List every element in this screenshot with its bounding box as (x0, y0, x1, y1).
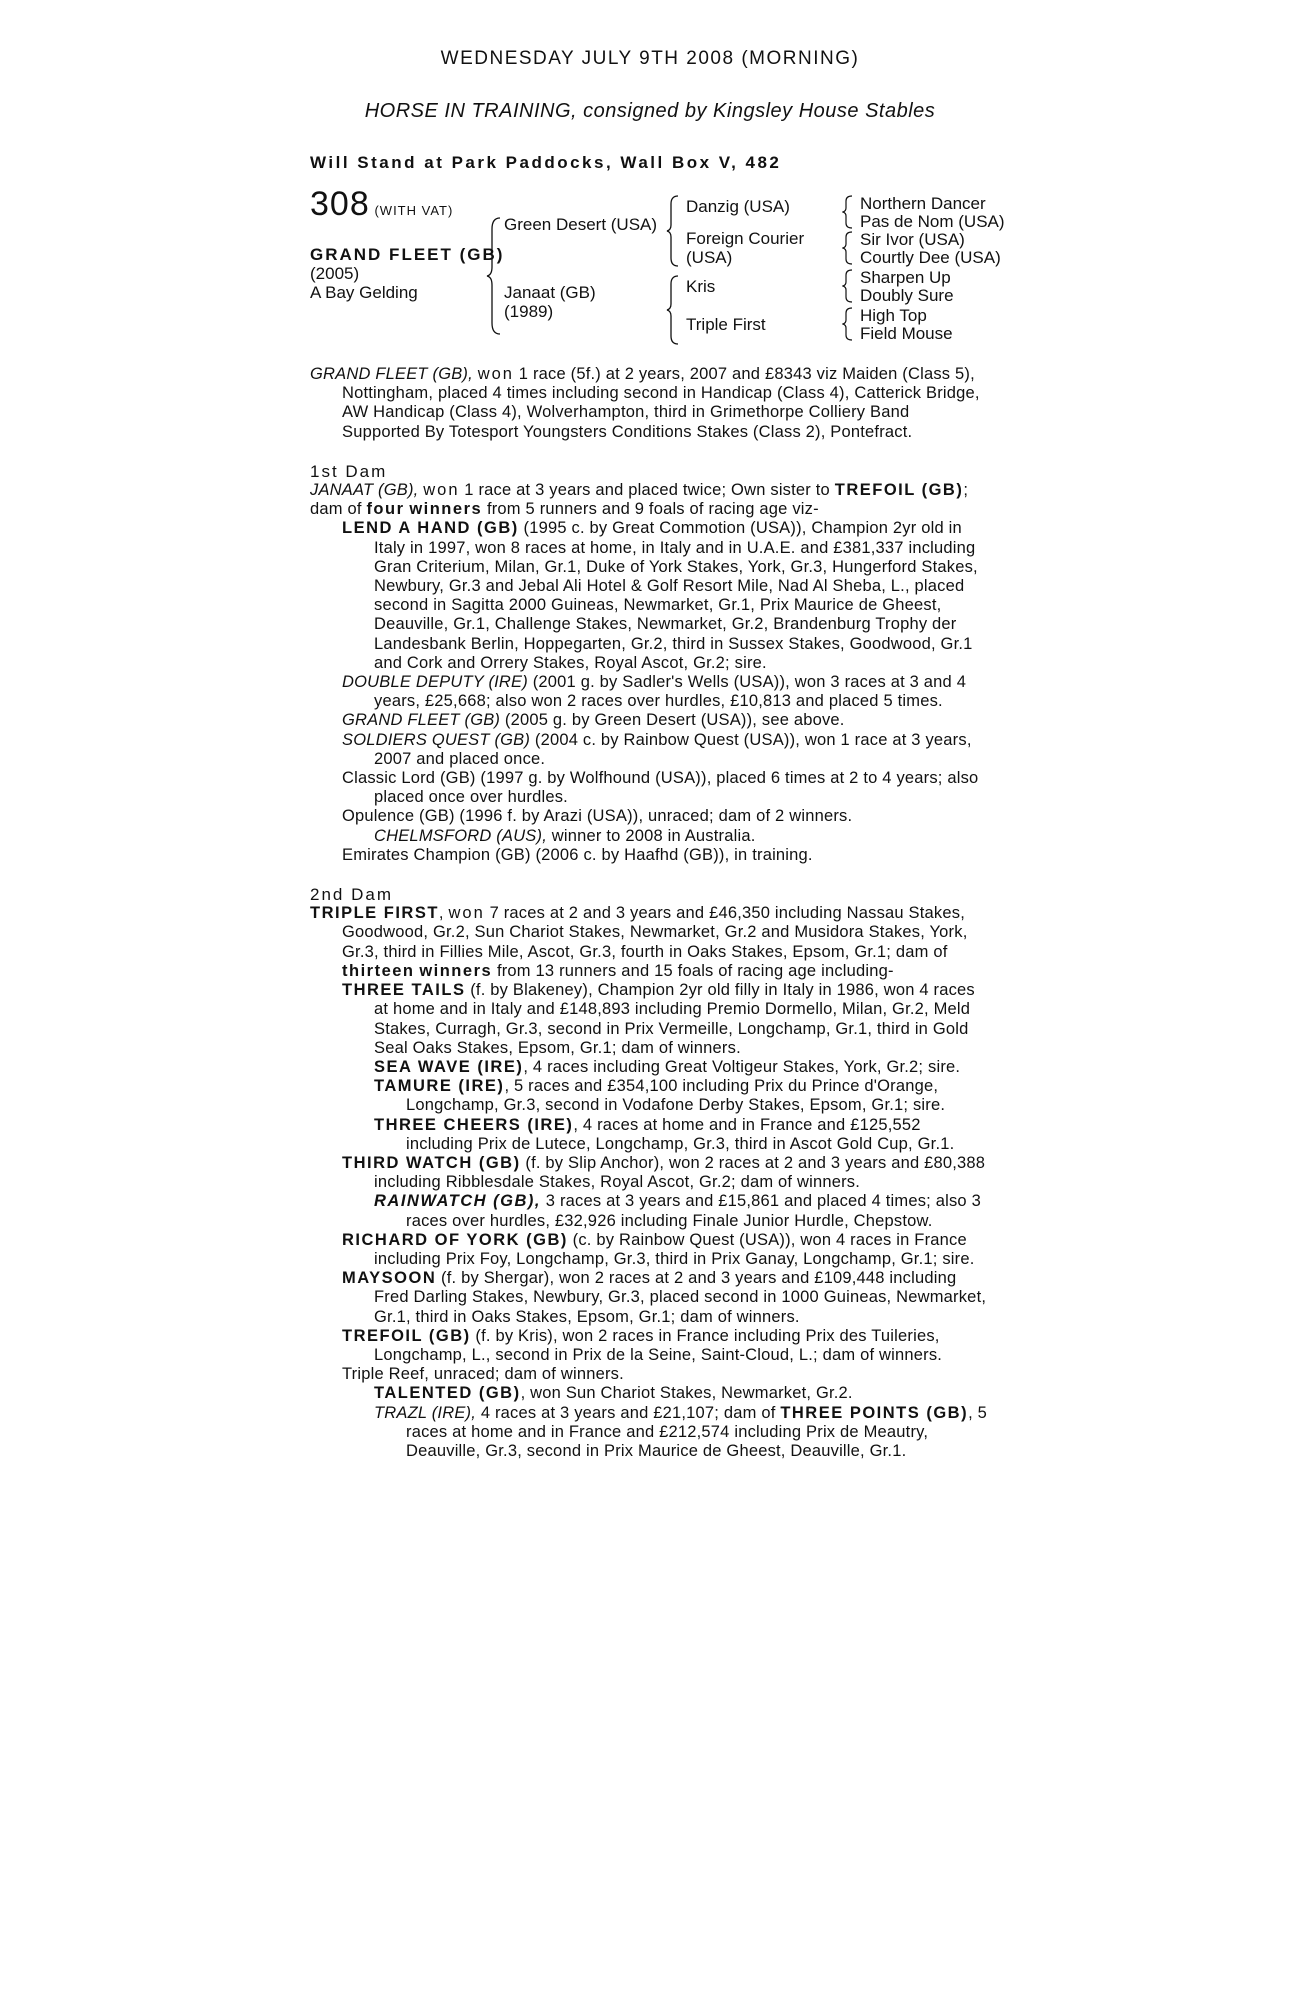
ped-sss: Northern Dancer (860, 194, 986, 213)
racing-record (310, 365, 990, 1461)
offspring-classic-lord: Classic Lord (GB) (1997 g. by Wolfhound (USA)), placed 6 times at 2 to 4 years; also placed once over hurdles. (342, 769, 979, 807)
grandchild-talented: TALENTED (GB), won Sun Chariot Stakes, Newmarket, Gr.2. (374, 1384, 853, 1403)
consignor-line: HORSE IN TRAINING, consigned by Kingsley House Stables (364, 100, 936, 122)
ped-ddd: Field Mouse (860, 324, 953, 343)
ped-ssd: Pas de Nom (USA) (860, 212, 1005, 231)
grandchild-tamure: TAMURE (IRE), 5 races and £354,100 including Prix du Prince d'Orange, Longchamp, Gr.3, second in Vodafone Derby Stakes, Epsom, Gr.1; sire. (374, 1077, 946, 1115)
offspring-opulence: Opulence (GB) (1996 f. by Arazi (USA)), unraced; dam of 2 winners. (342, 807, 853, 826)
brace-dd (842, 307, 854, 341)
brace-ds (842, 269, 854, 303)
lot-heading (310, 185, 454, 223)
offspring-trefoil: TREFOIL (GB) (f. by Kris), won 2 races in France including Prix des Tuileries, Longchamp, L., second in Prix de la Seine, Saint-Cloud, L.; dam of winners. (342, 1326, 943, 1364)
dam: Janaat (GB) (504, 283, 596, 302)
lot-number: 308 (310, 185, 370, 223)
ped-dss: Sharpen Up (860, 268, 951, 287)
horse-year: (2005) (310, 264, 360, 283)
sale-date-header: WEDNESDAY JULY 9TH 2008 (MORNING) (440, 48, 860, 69)
sire-dam-line1: Foreign Courier (686, 229, 805, 248)
offspring-grand-fleet: GRAND FLEET (GB) (2005 g. by Green Desert (USA)), see above. (342, 711, 845, 730)
sire-dam-line2: (USA) (686, 248, 733, 267)
horse-name: GRAND FLEET (GB) (310, 245, 505, 264)
offspring-three-tails: THREE TAILS (f. by Blakeney), Champion 2yr old filly in Italy in 1986, won 4 races at home and in Italy and £148,893 including Premio Dormello, Milan, Gr.2, Meld Stakes, Curragh, Gr.3, second in Prix Vermeille, Longchamp, Gr.1, third in Gold Seal Oaks Stakes, Epsom, Gr.1; dam of winners. (342, 981, 975, 1057)
sire: Green Desert (USA) (504, 215, 658, 234)
ped-dsd: Doubly Sure (860, 286, 954, 305)
granddaughter-chelmsford: CHELMSFORD (AUS), winner to 2008 in Australia. (374, 826, 756, 845)
brace-dam (666, 275, 680, 345)
horse-description: A Bay Gelding (310, 283, 418, 302)
second-dam-heading: 2nd Dam (310, 885, 393, 905)
grandchild-sea-wave: SEA WAVE (IRE), 4 races including Great Voltigeur Stakes, York, Gr.2; sire. (374, 1057, 961, 1076)
brace-main (486, 217, 502, 335)
ped-dds: High Top (860, 306, 927, 325)
second-dam-record: TRIPLE FIRST, won 7 races at 2 and 3 years and £46,350 including Nassau Stakes, Goodwood, Gr.2, Sun Chariot Stakes, Newmarket, Gr.2 and Musidora Stakes, York, Gr.3, third in Fillies Mile, Ascot, Gr.3, fourth in Oaks Stakes, Epsom, Gr.1; dam of thirteen winners from 13 runners and 15 foals of racing age including- (310, 904, 968, 980)
offspring-soldiers-quest: SOLDIERS QUEST (GB) (2004 c. by Rainbow Quest (USA)), won 1 race at 3 years, 2007 and placed once. (342, 730, 972, 768)
grandchild-trazl: TRAZL (IRE), 4 races at 3 years and £21,107; dam of THREE POINTS (GB), 5 races at home and in France and £212,574 including Prix de Meautry, Deauville, Gr.3, second in Prix Maurice de Gheest, Deauville, Gr.1. (374, 1403, 988, 1460)
ped-sdd: Courtly Dee (USA) (860, 248, 1001, 267)
dam-dam: Triple First (686, 315, 766, 334)
brace-sire (666, 195, 680, 267)
stand-location: Will Stand at Park Paddocks, Wall Box V, 482 (310, 153, 782, 172)
sire-sire: Danzig (USA) (686, 197, 790, 216)
catalogue-page (310, 40, 1005, 1461)
brace-sd (842, 231, 854, 265)
dam-sire: Kris (686, 277, 716, 296)
offspring-triple-reef: Triple Reef, unraced; dam of winners. (342, 1365, 624, 1384)
offspring-maysoon: MAYSOON (f. by Shergar), won 2 races at 2 and 3 years and £109,448 including Fred Darling Stakes, Newbury, Gr.3, placed second in 1000 Guineas, Newmarket, Gr.1, third in Oaks Stakes, Epsom, Gr.1; dam of winners. (342, 1269, 987, 1326)
offspring-double-deputy: DOUBLE DEPUTY (IRE) (2001 g. by Sadler's Wells (USA)), won 3 races at 3 and 4 years, £25,668; also won 2 races over hurdles, £10,813 and placed 5 times. (342, 673, 967, 711)
dam-year: (1989) (504, 302, 554, 321)
vat-note: (WITH VAT) (374, 203, 454, 218)
offspring-lend-a-hand: LEND A HAND (GB) (1995 c. by Great Commotion (USA)), Champion 2yr old in Italy in 1997, won 8 races at home, in Italy and in U.A.E. and £381,337 including Gran Criterium, Milan, Gr.1, Duke of York Stakes, York, Gr.3, Hungerford Stakes, Newbury, Gr.3 and Jebal Ali Hotel & Golf Resort Mile, Nad Al Sheba, L., placed second in Sagitta 2000 Guineas, Newmarket, Gr.1, Prix Maurice de Gheest, Deauville, Gr.1, Challenge Stakes, Newmarket, Gr.2, Brandenburg Trophy der Landesbank Berlin, Hoppegarten, Gr.2, third in Sussex Stakes, Goodwood, Gr.1 and Cork and Orrery Stakes, Royal Ascot, Gr.2; sire. (342, 519, 978, 672)
first-dam-heading: 1st Dam (310, 461, 388, 481)
offspring-third-watch: THIRD WATCH (GB) (f. by Slip Anchor), won 2 races at 2 and 3 years and £80,388 including Ribblesdale Stakes, Royal Ascot, Gr.2; dam of winners. (342, 1153, 986, 1192)
offspring-emirates-champion: Emirates Champion (GB) (2006 c. by Haafhd (GB)), in training. (342, 845, 813, 864)
brace-ss (842, 195, 854, 229)
grandchild-rainwatch: RAINWATCH (GB), 3 races at 3 years and £15,861 and placed 4 times; also 3 races over hurdles, £32,926 including Finale Junior Hurdle, Chepstow. (374, 1192, 981, 1230)
horse-summary: GRAND FLEET (GB), won 1 race (5f.) at 2 years, 2007 and £8343 viz Maiden (Class 5), Nottingham, placed 4 times including second in Handicap (Class 4), Catterick Bridge, AW Handicap (Class 4), Wolverhampton, third in Grimethorpe Colliery Band Supported By Totesport Youngsters Conditions Stakes (Class 2), Pontefract. (310, 365, 980, 441)
offspring-richard-of-york: RICHARD OF YORK (GB) (c. by Rainbow Quest (USA)), won 4 races in France including Prix Foy, Longchamp, Gr.3, third in Prix Ganay, Longchamp, Gr.1; sire. (342, 1230, 975, 1268)
grandchild-three-cheers: THREE CHEERS (IRE), 4 races at home and in France and £125,552 including Prix de Lutece, Longchamp, Gr.3, third in Ascot Gold Cup, Gr.1. (374, 1115, 955, 1153)
ped-sds: Sir Ivor (USA) (860, 230, 965, 249)
pedigree-table (310, 185, 1005, 365)
first-dam-record: JANAAT (GB), won 1 race at 3 years and placed twice; Own sister to TREFOIL (GB); dam of four winners from 5 runners and 9 foals of racing age viz- (310, 481, 969, 519)
